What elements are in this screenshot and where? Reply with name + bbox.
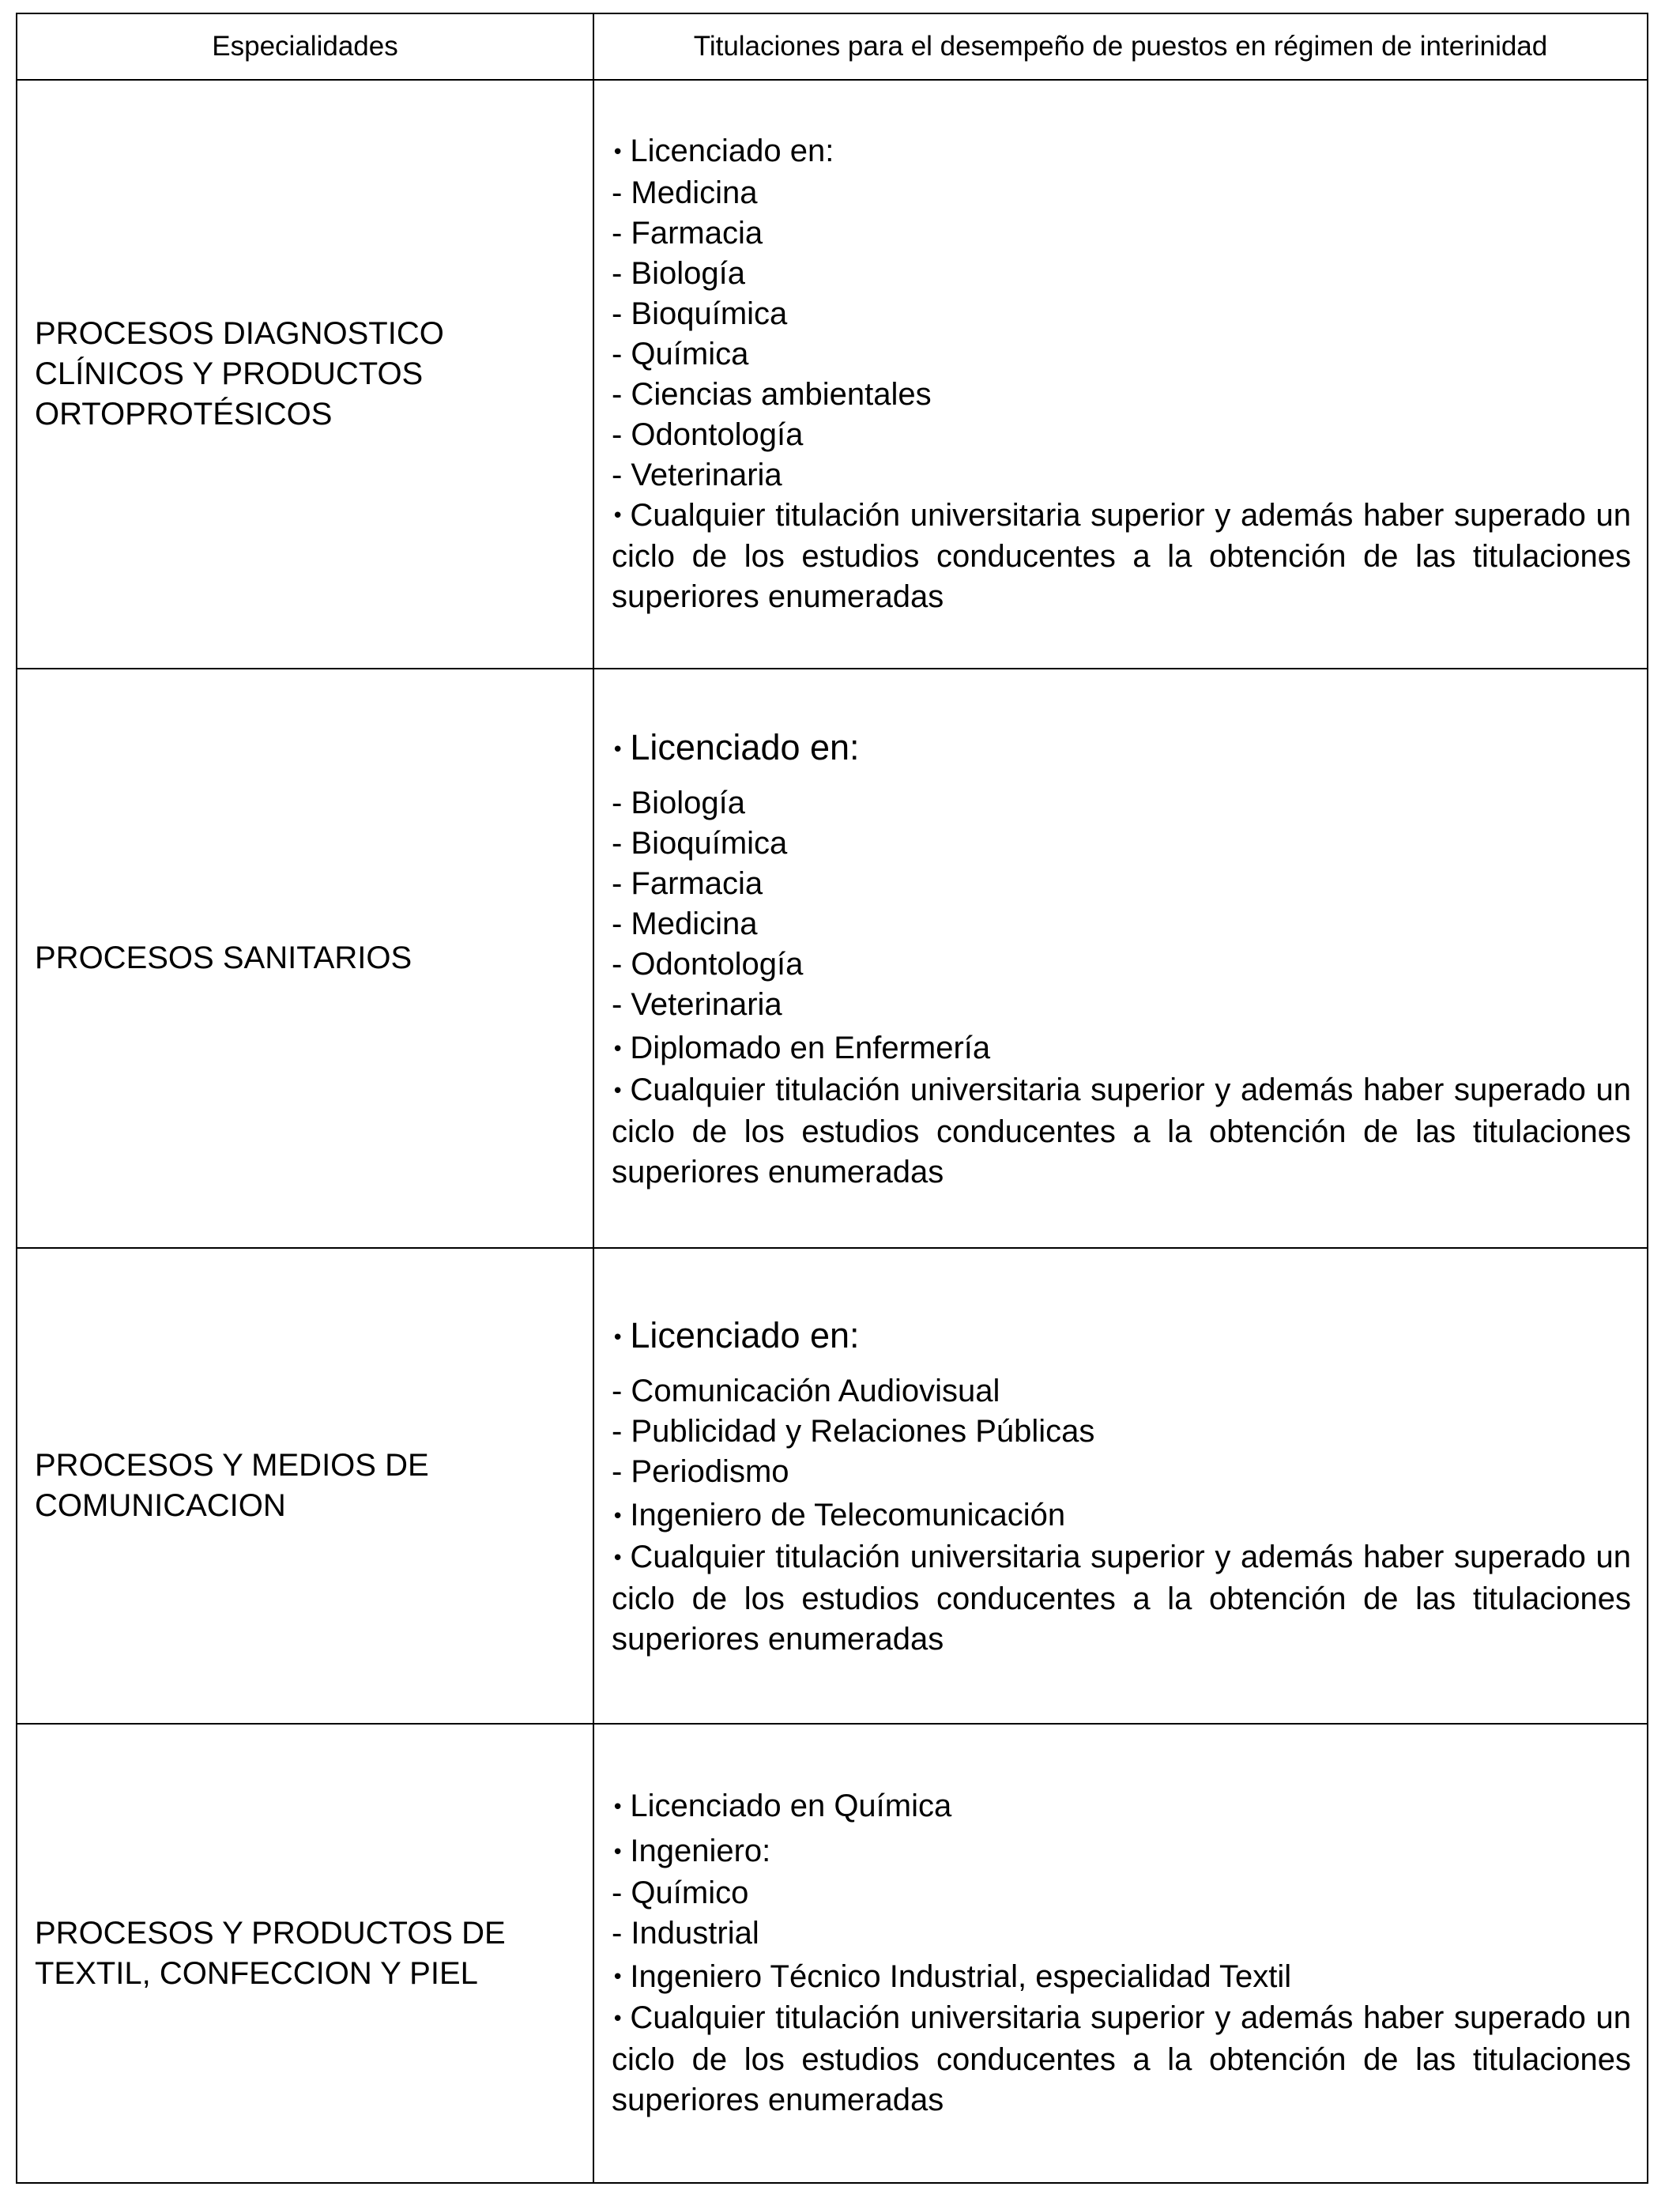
bullet-item: • Ingeniero de Telecomunicación — [612, 1498, 1066, 1533]
specialty-line: COMUNICACION — [35, 1488, 286, 1523]
bullet-icon: • — [612, 1795, 624, 1819]
table-header-row — [17, 13, 1648, 80]
bullet-icon: • — [612, 1326, 624, 1351]
specialty-cell — [17, 1248, 593, 1724]
bullet-icon: • — [612, 140, 624, 164]
specialty-cell — [17, 1724, 593, 2183]
bullet-item: • Licenciado en: — [612, 133, 834, 168]
list-item: - Farmacia — [612, 215, 763, 251]
list-item: - Ciencias ambientales — [612, 376, 932, 412]
bullet-icon: • — [612, 2007, 624, 2032]
table-row — [17, 80, 1648, 669]
bullet-icon: • — [612, 1966, 624, 1990]
bullet-item: • Cualquier titulación universitaria superior y además haber superado un ciclo de los estudios conducentes a la obtención de las titulaciones superiores enumeradas — [612, 2000, 1631, 2118]
list-item: - Odontología — [612, 417, 804, 452]
list-item: - Industrial — [612, 1915, 759, 1951]
list-item: - Bioquímica — [612, 826, 788, 861]
bullet-icon: • — [612, 1505, 624, 1529]
list-item: - Veterinaria — [612, 457, 782, 492]
list-item: - Químico — [612, 1875, 749, 1910]
specialty-line: PROCESOS SANITARIOS — [35, 941, 412, 975]
specialty-line: CLÍNICOS Y PRODUCTOS — [35, 356, 424, 391]
specialty-line: ORTOPROTÉSICOS — [35, 397, 333, 432]
list-item: - Veterinaria — [612, 987, 782, 1023]
header-titulaciones: Titulaciones para el desempeño de puestos en régimen de interinidad — [593, 13, 1648, 80]
list-item: - Comunicación Audiovisual — [612, 1374, 1000, 1409]
bullet-item: • Ingeniero Técnico Industrial, especialidad Textil — [612, 1958, 1292, 1994]
specialty-cell — [17, 669, 593, 1248]
specialty-line: PROCESOS DIAGNOSTICO — [35, 316, 444, 351]
bullet-item: • Cualquier titulación universitaria superior y además haber superado un ciclo de los estudios conducentes a la obtención de las titulaciones superiores enumeradas — [612, 1540, 1631, 1657]
list-item: - Farmacia — [612, 866, 763, 902]
specialty-line: PROCESOS Y PRODUCTOS DE — [35, 1915, 506, 1951]
table-row — [17, 669, 1648, 1248]
bullet-item: • Cualquier titulación universitaria superior y además haber superado un ciclo de los estudios conducentes a la obtención de las titulaciones superiores enumeradas — [612, 497, 1631, 615]
titulaciones-cell — [593, 1724, 1648, 2183]
bullet-item: • Cualquier titulación universitaria superior y además haber superado un ciclo de los estudios conducentes a la obtención de las titulaciones superiores enumeradas — [612, 1072, 1631, 1189]
list-item: - Periodismo — [612, 1454, 789, 1490]
titulaciones-cell — [593, 1248, 1648, 1724]
list-item: - Odontología — [612, 947, 804, 982]
specialty-line: PROCESOS Y MEDIOS DE — [35, 1448, 429, 1483]
specialty-line: TEXTIL, CONFECCION Y PIEL — [35, 1955, 478, 1991]
qualifications-table — [16, 13, 1648, 2184]
titulaciones-cell — [593, 80, 1648, 669]
specialty-cell — [17, 80, 593, 669]
bullet-item: • Ingeniero: — [612, 1833, 771, 1868]
bullet-icon: • — [612, 1079, 624, 1103]
table-row — [17, 1724, 1648, 2183]
list-item: - Biología — [612, 255, 745, 291]
bullet-icon: • — [612, 504, 624, 529]
list-item: - Química — [612, 336, 749, 371]
list-item: - Medicina — [612, 175, 758, 210]
list-item: - Medicina — [612, 907, 758, 942]
bullet-item: • Licenciado en: — [612, 727, 860, 767]
bullet-item: • Licenciado en Química — [612, 1788, 952, 1823]
titulaciones-cell — [593, 669, 1648, 1248]
list-item: - Bioquímica — [612, 296, 788, 331]
bullet-icon: • — [612, 738, 624, 763]
bullet-icon: • — [612, 1038, 624, 1062]
header-especialidades: Especialidades — [17, 13, 593, 80]
bullet-item: • Licenciado en: — [612, 1315, 860, 1355]
bullet-item: • Diplomado en Enfermería — [612, 1031, 991, 1066]
table-row — [17, 1248, 1648, 1724]
list-item: - Publicidad y Relaciones Públicas — [612, 1414, 1095, 1449]
bullet-icon: • — [612, 1840, 624, 1864]
bullet-icon: • — [612, 1546, 624, 1570]
list-item: - Biología — [612, 786, 745, 821]
